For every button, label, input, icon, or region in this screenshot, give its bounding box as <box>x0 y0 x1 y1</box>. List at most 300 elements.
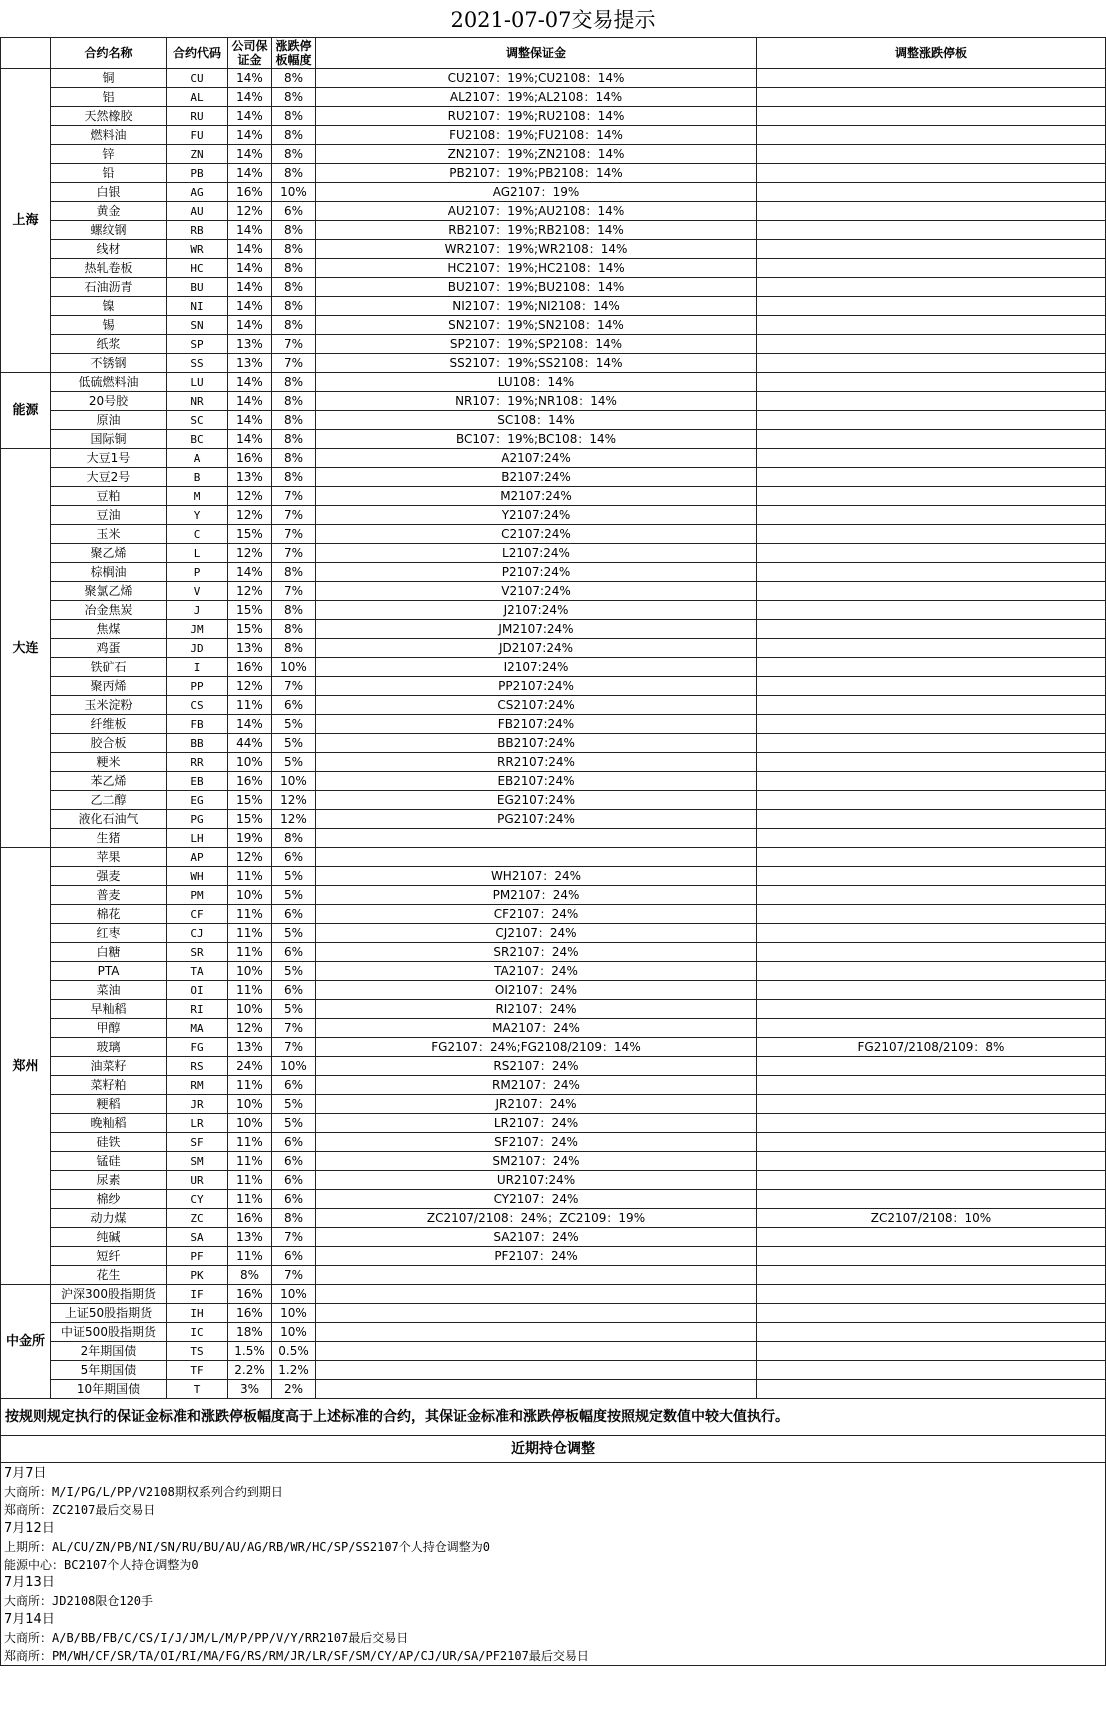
position-line: 上期所：AL/CU/ZN/PB/NI/SN/RU/BU/AU/AG/RB/WR/HC/SP/SS2107个人持仓调整为0 <box>4 1539 491 1554</box>
adjusted-limit <box>757 506 1106 525</box>
adjusted-limit <box>757 487 1106 506</box>
company-margin: 14% <box>228 88 272 107</box>
contract-name: 聚丙烯 <box>51 677 167 696</box>
adjusted-limit <box>757 1171 1106 1190</box>
adjusted-limit <box>757 943 1106 962</box>
contract-name: 锰硅 <box>51 1152 167 1171</box>
price-limit: 6% <box>272 1190 316 1209</box>
table-row <box>1 1019 1106 1038</box>
adjusted-margin: SP2107：19%;SP2108：14% <box>316 335 757 354</box>
table-row <box>1 88 1106 107</box>
price-limit: 8% <box>272 297 316 316</box>
table-row <box>1 810 1106 829</box>
table-row <box>1 753 1106 772</box>
adjusted-limit <box>757 525 1106 544</box>
table-row <box>1 1247 1106 1266</box>
adjusted-margin: L2107:24% <box>316 544 757 563</box>
adjusted-margin: WH2107：24% <box>316 867 757 886</box>
adjusted-margin: JM2107:24% <box>316 620 757 639</box>
contract-code: BU <box>167 278 228 297</box>
contract-name: 不锈钢 <box>51 354 167 373</box>
adjusted-margin: CU2107：19%;CU2108：14% <box>316 69 757 88</box>
adjusted-margin: NI2107：19%;NI2108：14% <box>316 297 757 316</box>
price-limit: 8% <box>272 601 316 620</box>
table-row <box>1 1057 1106 1076</box>
company-margin: 16% <box>228 1285 272 1304</box>
contract-name: 红枣 <box>51 924 167 943</box>
adjusted-margin: SS2107：19%;SS2108：14% <box>316 354 757 373</box>
price-limit: 0.5% <box>272 1342 316 1361</box>
adjusted-limit <box>757 354 1106 373</box>
contract-code: V <box>167 582 228 601</box>
company-margin: 14% <box>228 126 272 145</box>
price-limit: 5% <box>272 1095 316 1114</box>
contract-name: 聚氯乙烯 <box>51 582 167 601</box>
adjusted-limit <box>757 734 1106 753</box>
contract-code: UR <box>167 1171 228 1190</box>
adjusted-margin: ZN2107：19%;ZN2108：14% <box>316 145 757 164</box>
company-margin: 1.5% <box>228 1342 272 1361</box>
position-line: 7月12日 <box>4 1520 55 1536</box>
price-limit: 7% <box>272 1266 316 1285</box>
contract-code: I <box>167 658 228 677</box>
adjusted-limit: FG2107/2108/2109：8% <box>757 1038 1106 1057</box>
contract-name: 花生 <box>51 1266 167 1285</box>
adjusted-limit <box>757 696 1106 715</box>
price-limit: 6% <box>272 202 316 221</box>
contract-code: T <box>167 1380 228 1399</box>
table-row <box>1 734 1106 753</box>
price-limit: 10% <box>272 1057 316 1076</box>
company-margin: 12% <box>228 202 272 221</box>
adjusted-margin: AG2107：19% <box>316 183 757 202</box>
adjusted-limit <box>757 905 1106 924</box>
table-row <box>1 297 1106 316</box>
contract-code: AL <box>167 88 228 107</box>
contract-name: PTA <box>51 962 167 981</box>
adjusted-margin: RB2107：19%;RB2108：14% <box>316 221 757 240</box>
adjusted-margin: LR2107：24% <box>316 1114 757 1133</box>
adjusted-limit <box>757 829 1106 848</box>
contract-code: ZN <box>167 145 228 164</box>
contract-code: Y <box>167 506 228 525</box>
contract-code: CY <box>167 1190 228 1209</box>
contract-name: 铁矿石 <box>51 658 167 677</box>
adjusted-margin: SA2107：24% <box>316 1228 757 1247</box>
table-row <box>1 639 1106 658</box>
price-limit: 6% <box>272 981 316 1000</box>
header-margin: 公司保证金 <box>228 38 272 69</box>
price-limit: 6% <box>272 905 316 924</box>
price-limit: 12% <box>272 810 316 829</box>
adjusted-limit <box>757 867 1106 886</box>
adjusted-margin: NR107：19%;NR108：14% <box>316 392 757 411</box>
table-row <box>1 772 1106 791</box>
contract-name: 沪深300股指期货 <box>51 1285 167 1304</box>
contract-name: 苹果 <box>51 848 167 867</box>
contract-code: PB <box>167 164 228 183</box>
contract-name: 强麦 <box>51 867 167 886</box>
table-row <box>1 658 1106 677</box>
price-limit: 8% <box>272 392 316 411</box>
contract-name: 原油 <box>51 411 167 430</box>
price-limit: 7% <box>272 354 316 373</box>
contract-name: 晚籼稻 <box>51 1114 167 1133</box>
table-row <box>1 240 1106 259</box>
company-margin: 15% <box>228 601 272 620</box>
adjusted-limit <box>757 88 1106 107</box>
contract-code: SR <box>167 943 228 962</box>
contract-name: 上证50股指期货 <box>51 1304 167 1323</box>
company-margin: 12% <box>228 506 272 525</box>
adjusted-margin: TA2107：24% <box>316 962 757 981</box>
adjusted-limit <box>757 772 1106 791</box>
company-margin: 14% <box>228 145 272 164</box>
table-row <box>1 107 1106 126</box>
price-limit: 8% <box>272 449 316 468</box>
header-code: 合约代码 <box>167 38 228 69</box>
adjusted-limit <box>757 316 1106 335</box>
adjusted-margin: AL2107：19%;AL2108：14% <box>316 88 757 107</box>
company-margin: 15% <box>228 620 272 639</box>
adjusted-limit: ZC2107/2108：10% <box>757 1209 1106 1228</box>
table-row <box>1 1361 1106 1380</box>
contract-name: 玉米 <box>51 525 167 544</box>
contract-name: 普麦 <box>51 886 167 905</box>
contract-code: NI <box>167 297 228 316</box>
contract-name: 短纤 <box>51 1247 167 1266</box>
price-limit: 7% <box>272 544 316 563</box>
company-margin: 16% <box>228 183 272 202</box>
contract-code: JD <box>167 639 228 658</box>
company-margin: 14% <box>228 430 272 449</box>
contract-name: 大豆1号 <box>51 449 167 468</box>
table-row <box>1 563 1106 582</box>
table-row <box>1 601 1106 620</box>
contract-code: IH <box>167 1304 228 1323</box>
adjusted-limit <box>757 1152 1106 1171</box>
adjusted-margin: OI2107：24% <box>316 981 757 1000</box>
contract-name: 菜籽粕 <box>51 1076 167 1095</box>
adjusted-margin: I2107:24% <box>316 658 757 677</box>
table-row <box>1 1304 1106 1323</box>
company-margin: 15% <box>228 525 272 544</box>
adjusted-margin: EG2107:24% <box>316 791 757 810</box>
adjusted-margin: PG2107:24% <box>316 810 757 829</box>
adjusted-limit <box>757 810 1106 829</box>
company-margin: 13% <box>228 354 272 373</box>
contract-code: SC <box>167 411 228 430</box>
price-limit: 5% <box>272 734 316 753</box>
company-margin: 14% <box>228 297 272 316</box>
position-line: 7月7日 <box>4 1466 47 1481</box>
table-row <box>1 1038 1106 1057</box>
contract-code: JM <box>167 620 228 639</box>
contract-name: 鸡蛋 <box>51 639 167 658</box>
table-row <box>1 278 1106 297</box>
adjusted-limit <box>757 1361 1106 1380</box>
adjusted-margin: P2107:24% <box>316 563 757 582</box>
contract-code: A <box>167 449 228 468</box>
company-margin: 24% <box>228 1057 272 1076</box>
adjusted-limit <box>757 1228 1106 1247</box>
table-row <box>1 1114 1106 1133</box>
adjusted-margin: RI2107：24% <box>316 1000 757 1019</box>
adjusted-limit <box>757 392 1106 411</box>
company-margin: 2.2% <box>228 1361 272 1380</box>
price-limit: 6% <box>272 848 316 867</box>
table-row <box>1 886 1106 905</box>
price-limit: 10% <box>272 1304 316 1323</box>
adjusted-limit <box>757 449 1106 468</box>
adjusted-margin: EB2107:24% <box>316 772 757 791</box>
company-margin: 18% <box>228 1323 272 1342</box>
adjusted-margin: LU108：14% <box>316 373 757 392</box>
contract-name: 铝 <box>51 88 167 107</box>
price-limit: 8% <box>272 259 316 278</box>
company-margin: 14% <box>228 164 272 183</box>
position-section-title: 近期持仓调整 <box>1 1436 1106 1463</box>
company-margin: 11% <box>228 1152 272 1171</box>
contract-name: 粳稻 <box>51 1095 167 1114</box>
adjusted-margin: V2107:24% <box>316 582 757 601</box>
adjusted-limit <box>757 221 1106 240</box>
company-margin: 13% <box>228 468 272 487</box>
table-row <box>1 183 1106 202</box>
adjusted-margin: SN2107：19%;SN2108：14% <box>316 316 757 335</box>
adjusted-margin: CS2107:24% <box>316 696 757 715</box>
adjusted-limit <box>757 715 1106 734</box>
adjusted-margin: BC107：19%;BC108：14% <box>316 430 757 449</box>
table-row <box>1 1171 1106 1190</box>
contract-name: 动力煤 <box>51 1209 167 1228</box>
contract-name: 菜油 <box>51 981 167 1000</box>
contract-name: 燃料油 <box>51 126 167 145</box>
contract-code: LU <box>167 373 228 392</box>
company-margin: 14% <box>228 316 272 335</box>
adjusted-limit <box>757 1266 1106 1285</box>
adjusted-limit <box>757 620 1106 639</box>
company-margin: 14% <box>228 373 272 392</box>
adjusted-limit <box>757 544 1106 563</box>
company-margin: 3% <box>228 1380 272 1399</box>
position-line: 7月14日 <box>4 1611 55 1627</box>
contract-code: ZC <box>167 1209 228 1228</box>
contract-name: 热轧卷板 <box>51 259 167 278</box>
table-row <box>1 677 1106 696</box>
adjusted-limit <box>757 468 1106 487</box>
adjusted-margin: CF2107：24% <box>316 905 757 924</box>
adjusted-limit <box>757 1285 1106 1304</box>
company-margin: 10% <box>228 753 272 772</box>
adjusted-margin <box>316 1323 757 1342</box>
company-margin: 14% <box>228 563 272 582</box>
contract-name: 石油沥青 <box>51 278 167 297</box>
table-row <box>1 373 1106 392</box>
adjusted-margin: FB2107:24% <box>316 715 757 734</box>
company-margin: 15% <box>228 791 272 810</box>
table-row <box>1 867 1106 886</box>
contract-code: LH <box>167 829 228 848</box>
company-margin: 11% <box>228 867 272 886</box>
table-row <box>1 962 1106 981</box>
company-margin: 11% <box>228 905 272 924</box>
contract-name: 锌 <box>51 145 167 164</box>
adjusted-margin <box>316 1285 757 1304</box>
table-row <box>1 544 1106 563</box>
table-row <box>1 449 1106 468</box>
company-margin: 12% <box>228 1019 272 1038</box>
table-row <box>1 696 1106 715</box>
price-limit: 8% <box>272 620 316 639</box>
adjusted-margin: FG2107：24%;FG2108/2109：14% <box>316 1038 757 1057</box>
company-margin: 14% <box>228 221 272 240</box>
adjusted-limit <box>757 145 1106 164</box>
company-margin: 14% <box>228 715 272 734</box>
contract-code: PG <box>167 810 228 829</box>
price-limit: 8% <box>272 468 316 487</box>
company-margin: 14% <box>228 278 272 297</box>
table-row <box>1 506 1106 525</box>
adjusted-margin: M2107:24% <box>316 487 757 506</box>
price-limit: 8% <box>272 145 316 164</box>
contract-name: 5年期国债 <box>51 1361 167 1380</box>
table-row <box>1 791 1106 810</box>
adjusted-limit <box>757 107 1106 126</box>
price-limit: 6% <box>272 1171 316 1190</box>
contract-code: IC <box>167 1323 228 1342</box>
table-row <box>1 905 1106 924</box>
price-limit: 8% <box>272 411 316 430</box>
table-row <box>1 525 1106 544</box>
contract-name: 锡 <box>51 316 167 335</box>
contract-code: B <box>167 468 228 487</box>
adjusted-limit <box>757 164 1106 183</box>
price-limit: 7% <box>272 487 316 506</box>
adjusted-margin: ZC2107/2108：24%；ZC2109：19% <box>316 1209 757 1228</box>
contract-code: RB <box>167 221 228 240</box>
adjusted-limit <box>757 601 1106 620</box>
adjusted-limit <box>757 278 1106 297</box>
adjusted-margin: SF2107：24% <box>316 1133 757 1152</box>
company-margin: 15% <box>228 810 272 829</box>
price-limit: 12% <box>272 791 316 810</box>
contract-code: WH <box>167 867 228 886</box>
contract-name: 焦煤 <box>51 620 167 639</box>
header-name: 合约名称 <box>51 38 167 69</box>
adjusted-limit <box>757 202 1106 221</box>
price-limit: 8% <box>272 88 316 107</box>
contract-code: C <box>167 525 228 544</box>
table-row <box>1 145 1106 164</box>
adjusted-margin: C2107:24% <box>316 525 757 544</box>
price-limit: 5% <box>272 867 316 886</box>
table-row <box>1 715 1106 734</box>
contract-name: 纯碱 <box>51 1228 167 1247</box>
contract-name: 生猪 <box>51 829 167 848</box>
price-limit: 5% <box>272 962 316 981</box>
contract-name: 冶金焦炭 <box>51 601 167 620</box>
price-limit: 8% <box>272 430 316 449</box>
price-limit: 10% <box>272 772 316 791</box>
contract-name: 黄金 <box>51 202 167 221</box>
table-row <box>1 848 1106 867</box>
adjusted-limit <box>757 848 1106 867</box>
contract-code: FU <box>167 126 228 145</box>
table-row <box>1 981 1106 1000</box>
table-row <box>1 1323 1106 1342</box>
adjusted-margin: RM2107：24% <box>316 1076 757 1095</box>
price-limit: 8% <box>272 316 316 335</box>
table-row <box>1 924 1106 943</box>
adjusted-margin <box>316 1361 757 1380</box>
adjusted-limit <box>757 1076 1106 1095</box>
contract-code: PP <box>167 677 228 696</box>
contract-name: 油菜籽 <box>51 1057 167 1076</box>
adjusted-margin: JR2107：24% <box>316 1095 757 1114</box>
table-row <box>1 1342 1106 1361</box>
price-limit: 10% <box>272 183 316 202</box>
header-adjust-limit: 调整涨跌停板 <box>757 38 1106 69</box>
table-row <box>1 1076 1106 1095</box>
contract-code: RM <box>167 1076 228 1095</box>
contract-code: BC <box>167 430 228 449</box>
company-margin: 11% <box>228 1133 272 1152</box>
contract-name: 纸浆 <box>51 335 167 354</box>
table-row <box>1 1228 1106 1247</box>
company-margin: 11% <box>228 924 272 943</box>
table-row <box>1 126 1106 145</box>
contract-name: 线材 <box>51 240 167 259</box>
price-limit: 7% <box>272 1038 316 1057</box>
company-margin: 16% <box>228 449 272 468</box>
company-margin: 11% <box>228 981 272 1000</box>
header-row <box>1 38 1106 69</box>
company-margin: 14% <box>228 107 272 126</box>
contract-name: 棉纱 <box>51 1190 167 1209</box>
adjusted-limit <box>757 1323 1106 1342</box>
company-margin: 12% <box>228 582 272 601</box>
adjusted-margin <box>316 829 757 848</box>
table-row <box>1 221 1106 240</box>
price-limit: 1.2% <box>272 1361 316 1380</box>
contract-code: SA <box>167 1228 228 1247</box>
table-row <box>1 354 1106 373</box>
contract-name: 乙二醇 <box>51 791 167 810</box>
contract-name: 白糖 <box>51 943 167 962</box>
adjusted-margin: PM2107：24% <box>316 886 757 905</box>
table-row <box>1 1285 1106 1304</box>
table-row <box>1 487 1106 506</box>
company-margin: 12% <box>228 677 272 696</box>
adjusted-limit <box>757 1000 1106 1019</box>
company-margin: 13% <box>228 639 272 658</box>
contract-name: 胶合板 <box>51 734 167 753</box>
price-limit: 10% <box>272 1285 316 1304</box>
contract-code: CF <box>167 905 228 924</box>
price-limit: 5% <box>272 886 316 905</box>
adjusted-limit <box>757 677 1106 696</box>
price-limit: 7% <box>272 1228 316 1247</box>
company-margin: 16% <box>228 1304 272 1323</box>
contract-code: BB <box>167 734 228 753</box>
company-margin: 11% <box>228 1190 272 1209</box>
adjusted-margin: PB2107：19%;PB2108：14% <box>316 164 757 183</box>
table-row <box>1 202 1106 221</box>
company-margin: 10% <box>228 962 272 981</box>
price-limit: 10% <box>272 1323 316 1342</box>
table-row <box>1 582 1106 601</box>
